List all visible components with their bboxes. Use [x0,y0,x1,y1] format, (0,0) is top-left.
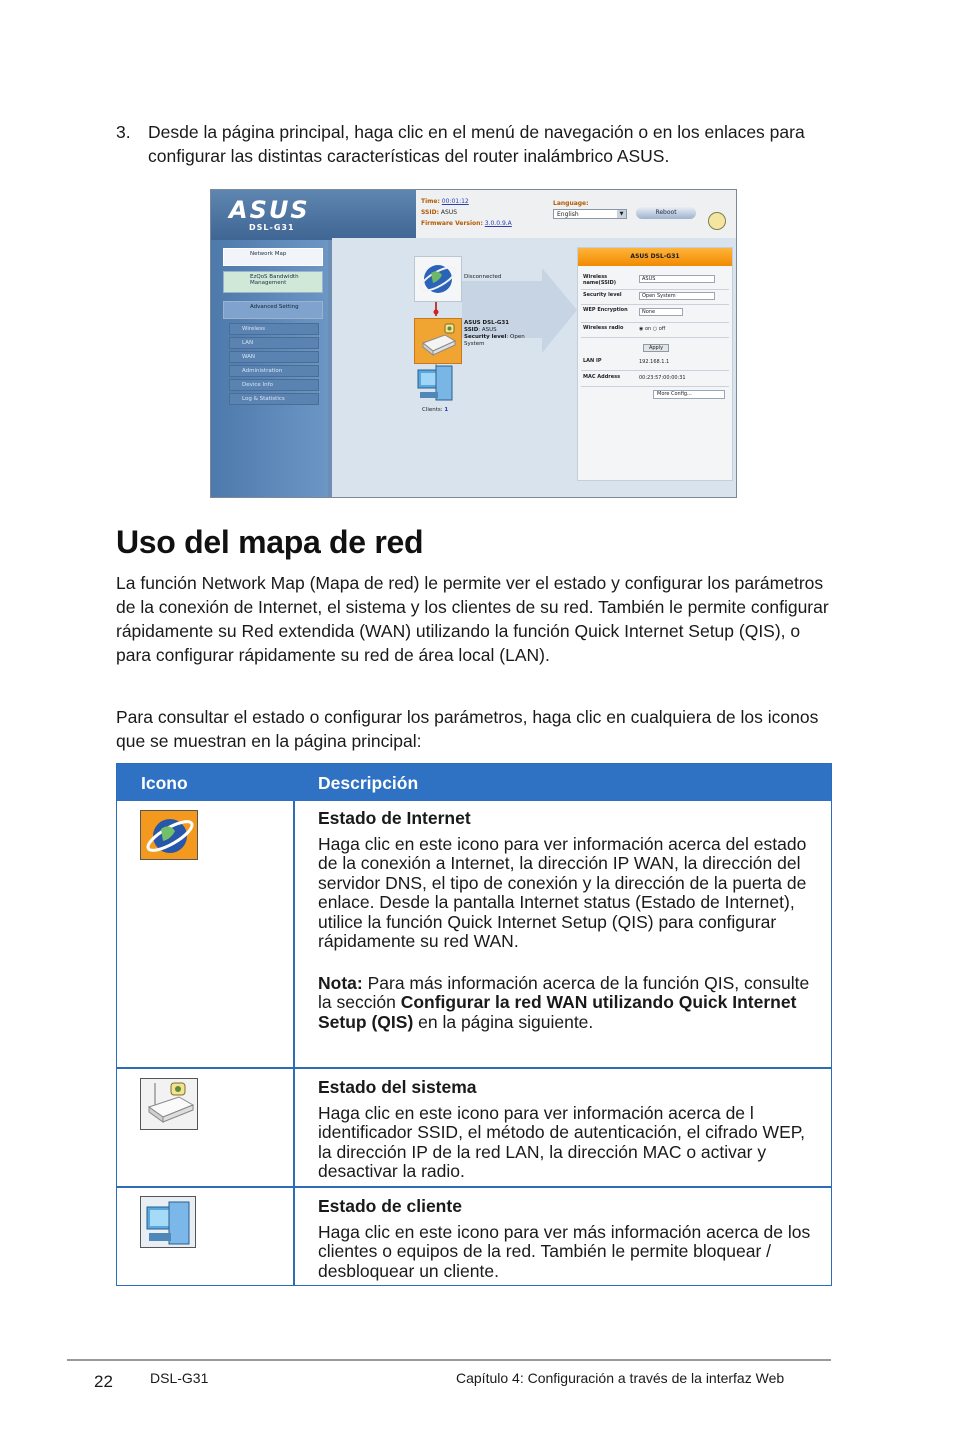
ui-logo-area [211,190,416,240]
header-icon: Icono [141,773,188,793]
row-divider [117,1186,831,1188]
instruction-paragraph: Para consultar el estado o configurar los parámetros, haga clic en cualquiera de los iconos que se muestran en la página principal: [116,707,819,751]
section-heading: Uso del mapa de red [116,524,424,560]
card-row-radio: Wireless radio ◉ on ○ off [581,323,729,338]
card-row-ssid: Wireless name(SSID) ASUS [581,272,729,290]
internet-status-node[interactable] [414,256,462,302]
column-divider [293,801,295,1285]
ui-model: DSL-G31 [249,223,295,232]
row-title: Estado del sistema [318,1077,477,1097]
help-face-icon[interactable] [708,212,726,230]
security-select[interactable]: Open System [639,292,715,300]
system-status-icon [140,1078,198,1130]
more-config-select[interactable]: More Config... [653,390,725,399]
menu-log-statistics[interactable]: Log & Statistics [229,393,319,405]
menu-network-map[interactable]: Network Map [223,248,323,266]
language-label: Language: [553,200,589,207]
menu-wan[interactable]: WAN [229,351,319,363]
row-internet-status [318,809,813,1032]
step-number: 3. [116,122,131,142]
internet-status-text: Disconnected [464,274,502,280]
menu-administration[interactable]: Administration [229,365,319,377]
row-title: Estado de Internet [318,808,471,828]
menu-lan[interactable]: LAN [229,337,319,349]
page-number: 22 [94,1372,113,1391]
row-description: Haga clic en este icono para ver información acerca del estado de la conexión a Internet, la dirección IP WAN, la dirección del servidor DNS, el tipo de conexión y la dirección de la puerta de enlace. Desde la pantalla Internet status (Estado de Internet), utilice la función Quick Internet Setup (QIS) para configurar rápidamente su red WAN. [318,833,807,951]
row-description: Haga clic en este icono para ver información acerca de l identificador SSID, el método de autenticación, el cifrado WEP, la dirección IP de la red LAN, la dirección MAC o activar y desactivar la radio. [318,1102,806,1181]
step-text: Desde la página principal, haga clic en el menú de navegación o en los enlaces para configurar las distintas características del router inalámbrico ASUS. [148,122,805,166]
footer-divider [67,1359,831,1361]
footer-model: DSL-G31 [150,1370,209,1386]
card-row-lan-ip: LAN IP 192.168.1.1 [581,356,729,371]
row-description: Haga clic en este icono para ver más información acerca de los clientes o equipos de la red. También le permite bloquear / desbloquear un cliente. [318,1221,811,1281]
intro-paragraph: La función Network Map (Mapa de red) le permite ver el estado y configurar los parámetros de la conexión de Internet, el sistema y los clientes de su red. También le permite configurar rápidamente su Red extendida (WAN) utilizando la función Quick Internet Setup (QIS), o para configurar rápidamente su red de área local (LAN). [116,573,829,665]
radio-toggle[interactable]: ◉ on ○ off [639,326,666,332]
client-status-node[interactable] [414,362,460,406]
card-row-wep: WEP Encryption None [581,305,729,323]
router-name: ASUS DSL-G31 [464,320,510,326]
router-config-card [577,247,733,481]
reboot-button[interactable]: Reboot [636,207,696,219]
apply-button[interactable]: Apply [643,344,669,352]
row-client-status [318,1197,813,1281]
row-system-status [318,1078,813,1182]
step-3 [116,120,836,168]
language-select[interactable]: English ▼ [553,209,627,219]
router-ui-screenshot [210,189,737,498]
menu-device-info[interactable]: Device Info [229,379,319,391]
header-description: Descripción [318,773,419,793]
row-note: Nota: Para más información acerca de la función QIS, consulte la sección Configurar la red WAN utilizando Quick Internet Setup (QIS) en la página siguiente. [318,972,810,1032]
menu-advanced-setting[interactable]: Advanced Setting [223,301,323,319]
ui-status-info: Time: 00:01:12 SSID: ASUS Firmware Version: 3.0.0.9.A [421,198,512,227]
ssid-input[interactable]: ASUS [639,275,715,283]
clients-count: Clients: 1 [422,407,449,413]
menu-wireless[interactable]: Wireless [229,323,319,335]
asus-logo: ASUS [229,196,310,224]
row-divider [117,1067,831,1069]
ui-sidebar [211,240,328,498]
icon-table [116,763,832,1286]
client-status-icon [140,1196,196,1248]
router-info: ASUS DSL-G31 SSID: ASUS Security level: Open System [464,320,525,347]
wep-select[interactable]: None [639,308,683,316]
footer-chapter: Capítulo 4: Configuración a través de la interfaz Web [456,1370,785,1386]
menu-ezqos[interactable]: EzQoS Bandwidth Management [223,271,323,293]
chevron-down-icon: ▼ [617,210,626,218]
system-status-node[interactable] [414,318,462,364]
card-row-security: Security level Open System [581,290,729,305]
globe-icon [415,257,461,301]
internet-status-icon [140,810,198,860]
row-title: Estado de cliente [318,1196,462,1216]
computer-icon [414,362,460,406]
router-icon [415,319,461,363]
card-row-mac: MAC Address 00:23:57:00:00:31 [581,372,729,387]
table-header [117,764,831,801]
card-title: ASUS DSL-G31 [578,248,732,266]
